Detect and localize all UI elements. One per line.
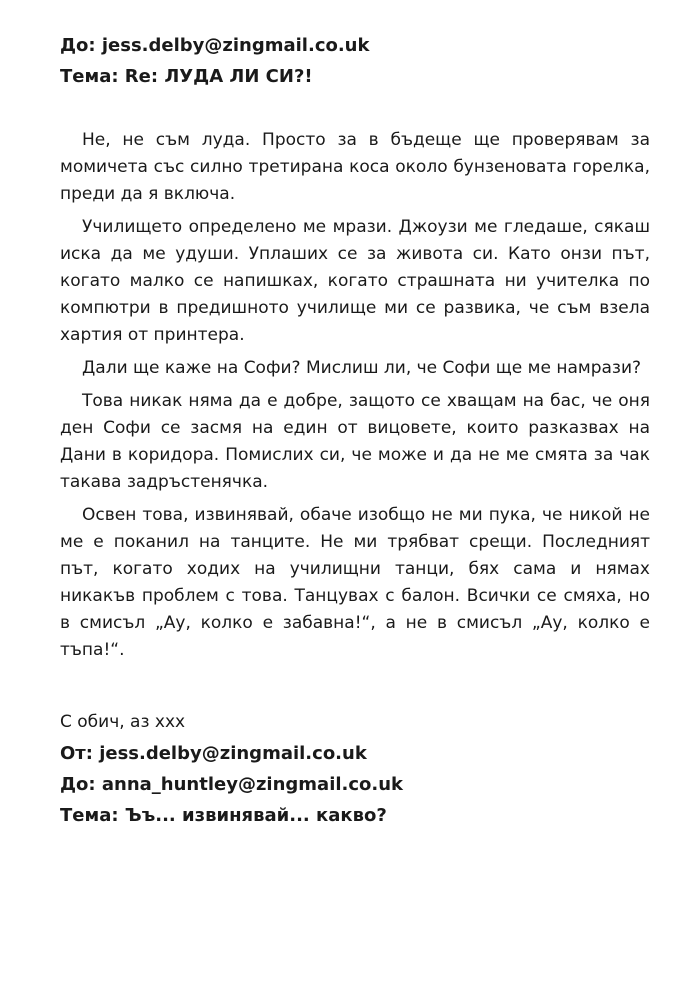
body-paragraph-1: Не, не съм луда. Просто за в бъдеще ще проверявам за момичета със силно третирана коса около бунзеновата горелка, преди да я включа. bbox=[60, 130, 650, 204]
body-paragraph-4: Това никак няма да е добре, защото се хващам на бас, че оня ден Софи се засмя на един от вицовете, които разказвах на Дани в коридора. Помислих си, че може и да не ме смята за чак такава задръстенячка. bbox=[60, 391, 650, 492]
next-email-to-line: До: anna_huntley@zingmail.co.uk bbox=[60, 774, 404, 795]
next-email-from-line: От: jess.delby@zingmail.co.uk bbox=[60, 743, 367, 764]
document-page bbox=[60, 30, 650, 831]
body-paragraph-2: Училището определено ме мрази. Джоузи ме гледаше, сякаш иска да ме удуши. Уплаших се за живота си. Като онзи път, когато малко се напишках, когато страшната ни учителка по компютри в предишното училище ми се развика, че съм взела хартия от принтера. bbox=[60, 217, 650, 345]
spacer bbox=[60, 92, 650, 127]
email-to-line: До: jess.delby@zingmail.co.uk bbox=[60, 35, 370, 56]
next-email-subject-line: Тема: Ъъ... извинявай... какво? bbox=[60, 805, 387, 826]
email-body bbox=[60, 127, 650, 664]
email-signoff: С обич, аз ххх bbox=[60, 712, 186, 732]
body-paragraph-3: Дали ще каже на Софи? Мислиш ли, че Софи ще ме намрази? bbox=[82, 358, 642, 378]
email-subject-line: Тема: Re: ЛУДА ЛИ СИ?! bbox=[60, 66, 313, 87]
body-paragraph-5: Освен това, извинявай, обаче изобщо не ми пука, че никой не ме е поканил на танците. Не ми трябват срещи. Последният път, когато ходих на училищни танци, бях сама и нямах никакъв проблем с това. Танцувах с балон. Всички се смяха, но в смисъл „Ау, колко е забавна!“, а не в смисъл „Ау, колко е тъпа!“. bbox=[60, 505, 650, 660]
spacer bbox=[60, 670, 650, 707]
